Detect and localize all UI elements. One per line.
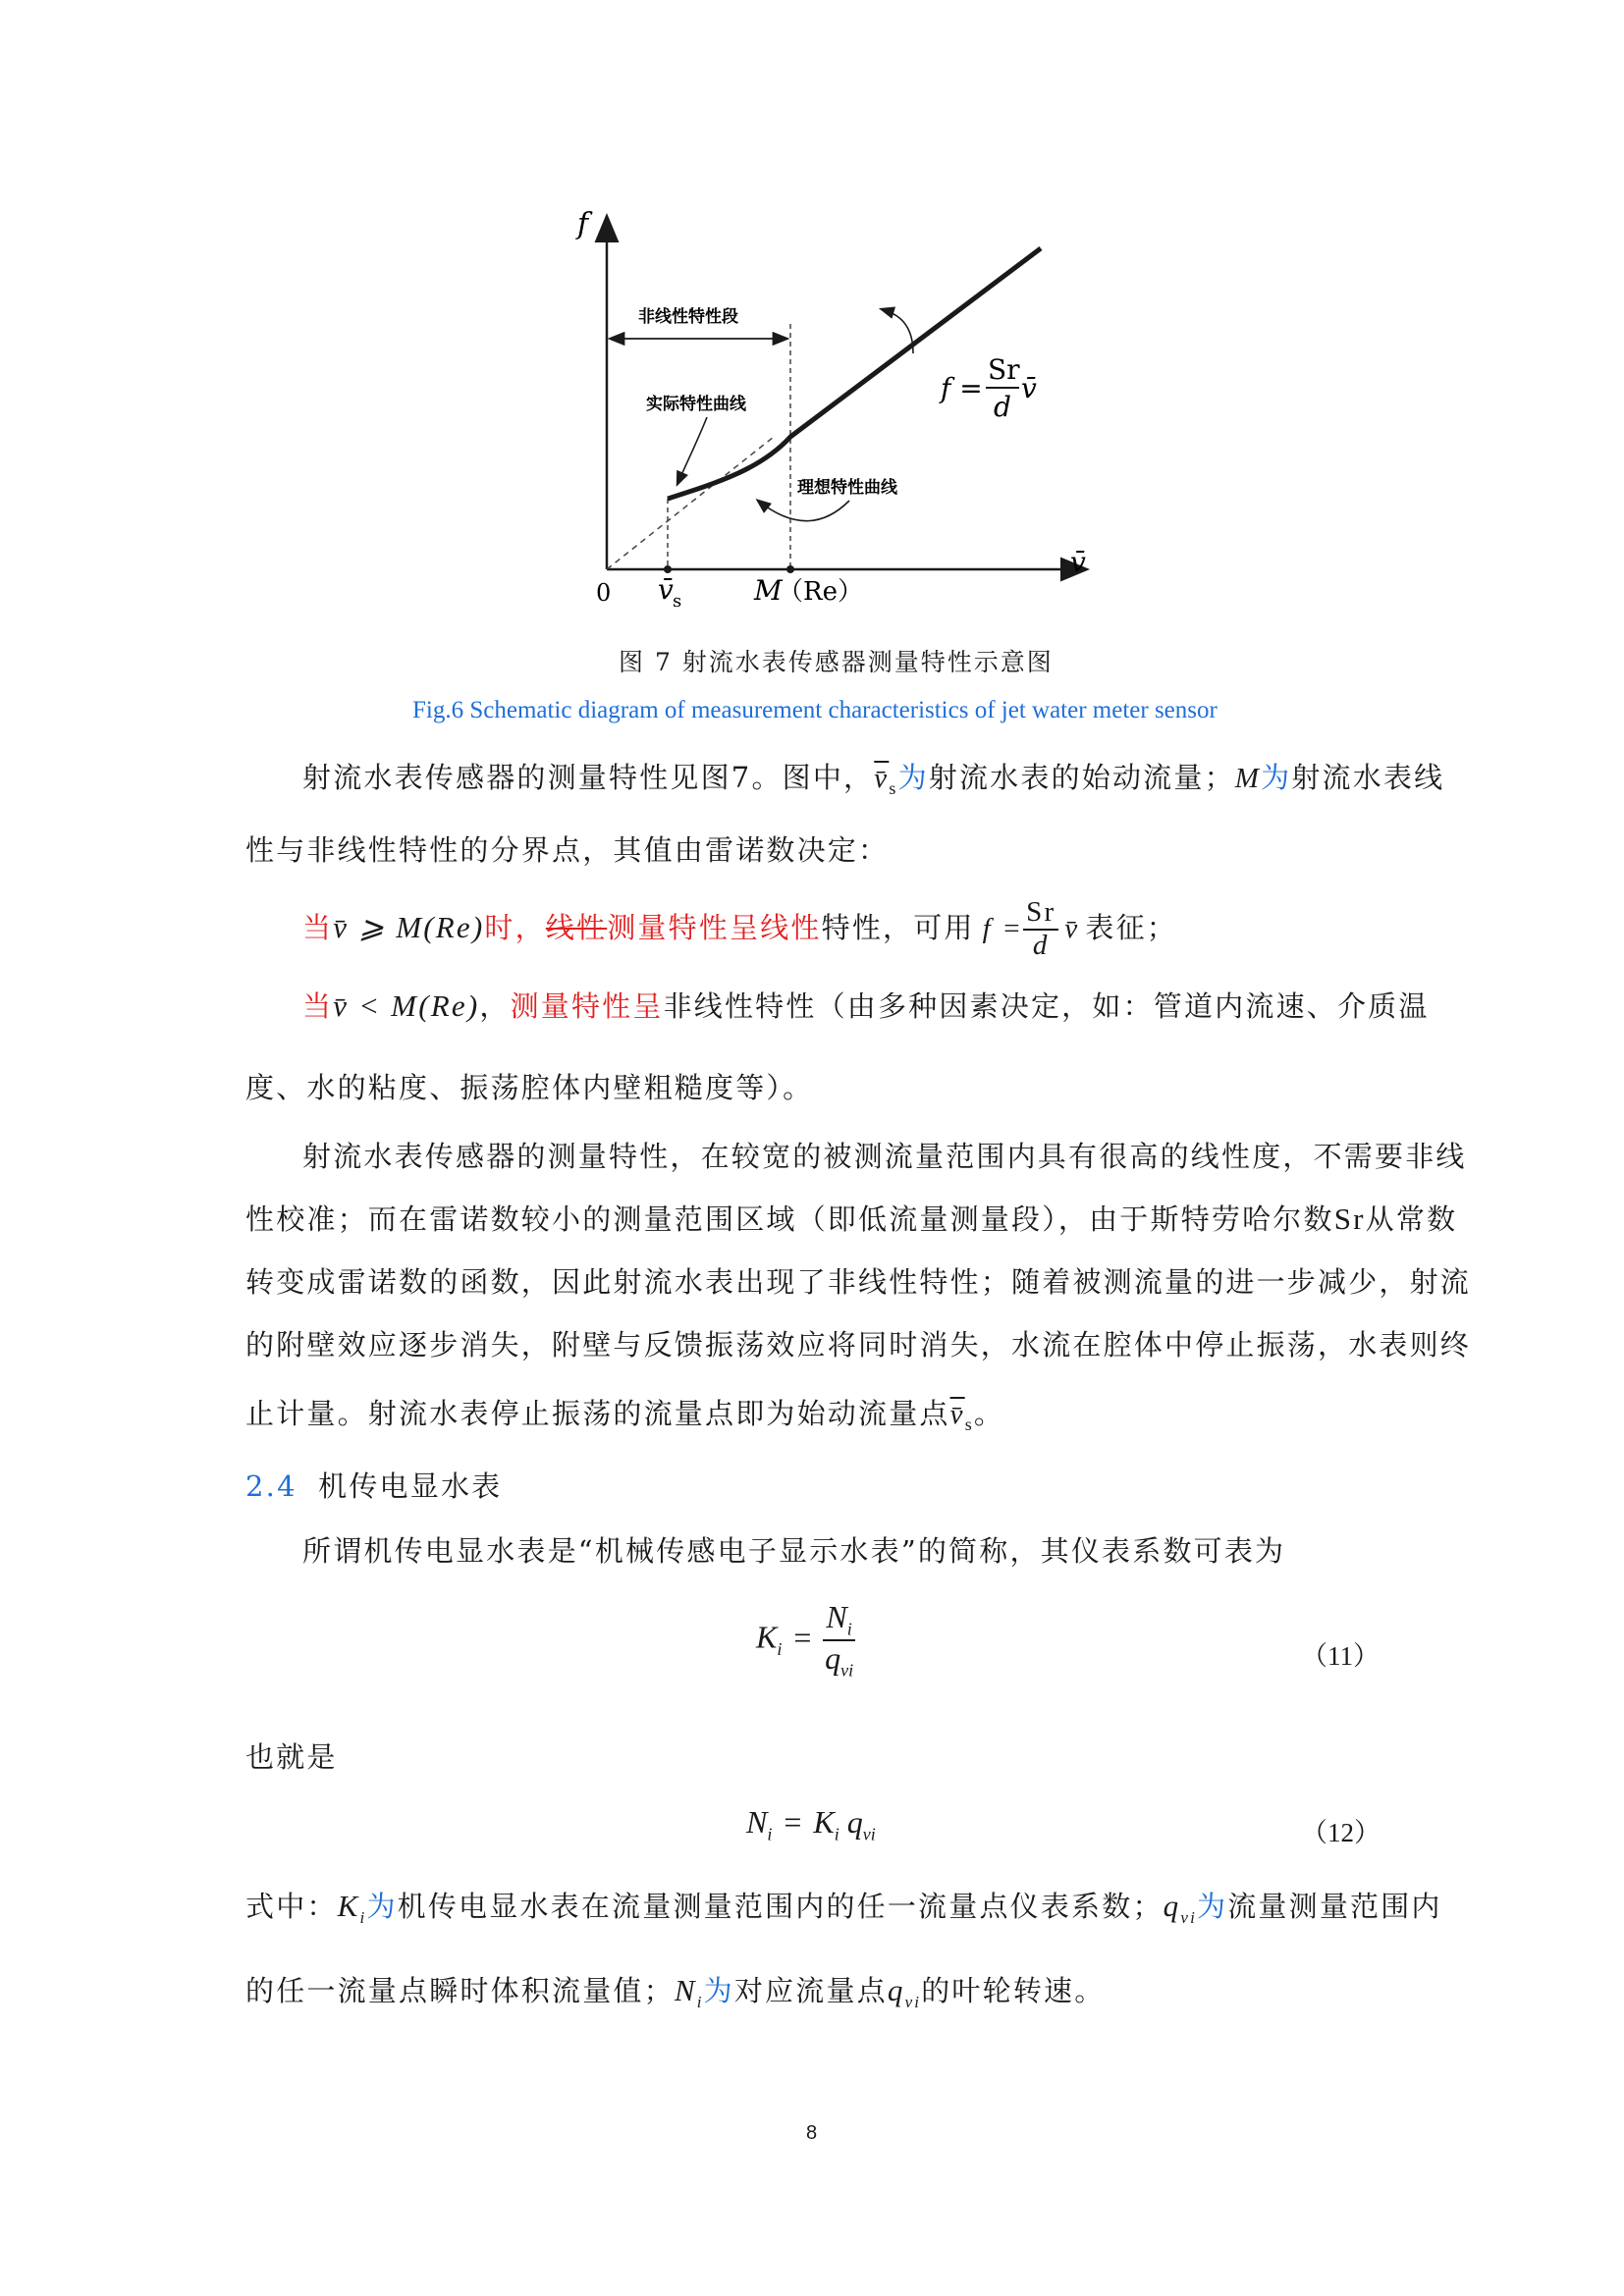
actual-curve-label: 实际特性曲线: [646, 395, 746, 414]
para2-line5: 止计量。射流水表停止振荡的流量点即为始动流量点$v̄_s$。: [245, 1397, 1005, 1434]
para4: 也就是: [245, 1740, 338, 1774]
y-axis-label: f: [577, 207, 589, 241]
m-label: M: [754, 574, 783, 607]
ideal-curve-pointer: [758, 501, 849, 521]
vs-point: [664, 565, 672, 573]
formula-v: v̄: [1021, 372, 1037, 404]
nonlinear-segment-label: 非线性特性段: [638, 307, 738, 327]
vs-sub: s: [673, 591, 682, 612]
figure-caption-en: Fig.6 Schematic diagram of measurement characteristics of jet water meter sensor: [412, 697, 1218, 723]
equation-11-number: （11）: [1301, 1641, 1380, 1671]
figure-caption-cn: 图 7 射流水表传感器测量特性示意图: [619, 648, 1054, 676]
cond1-fraction: $\frac{Sr}{d}$: [1023, 897, 1058, 962]
formula-f: f =: [941, 372, 983, 404]
equation-12: $N_i = K_i$ $q_{vi}$: [746, 1804, 876, 1844]
para3: 所谓机传电显水表是“机械传感电子显示水表”的简称，其仪表系数可表为: [302, 1534, 1286, 1568]
actual-curve-pointer: [677, 417, 707, 484]
condition2-line1: 当v̄ < M(Re)，测量特性呈非线性特性（由多种因素决定，如：管道内流速、介质温: [302, 988, 1430, 1023]
para2-line3: 转变成雷诺数的函数，因此射流水表出现了非线性特性；随着被测流量的进一步减少，射流: [245, 1265, 1472, 1299]
ideal-curve-label: 理想特性曲线: [797, 478, 897, 498]
para2-line2: 性校准；而在雷诺数较小的测量范围区域（即低流量测量段），由于斯特劳哈尔数Sr从常数: [245, 1201, 1458, 1236]
equation-12-number: （12）: [1301, 1818, 1380, 1847]
origin-label: 0: [596, 579, 612, 607]
actual-characteristic-curve: [668, 248, 1041, 499]
figure-measurement-characteristics: [550, 206, 1100, 618]
section-heading: 2.4 机传电显水表: [245, 1469, 503, 1503]
m-point: [786, 565, 794, 573]
formula-den: d: [994, 391, 1011, 423]
vs-label: v̄: [658, 573, 674, 606]
para2-line1: 射流水表传感器的测量特性，在较宽的被测流量范围内具有很高的线性度，不需要非线: [302, 1140, 1467, 1173]
formula-num: Sr: [988, 353, 1020, 386]
page-number: 8: [806, 2122, 818, 2144]
equation-11: $K_i$ = $\frac{N_i}{q_{vi}}$: [756, 1599, 854, 1681]
para5-line2: 的任一流量点瞬时体积流量值；$N_i$为对应流量点$q_{vi}$的叶轮转速。: [245, 1973, 1106, 2011]
para1-line2: 性与非线性特性的分界点，其值由雷诺数决定：: [245, 833, 890, 867]
m-re-label: （Re）: [778, 577, 863, 607]
condition1: 当v̄ ⩾ M(Re)时，线性测量特性呈线性特性，可用 f = $\frac{Sr}{d}$ v̄ 表征；: [302, 896, 1177, 961]
x-axis-label: v̄: [1070, 546, 1086, 578]
condition2-line2: 度、水的粘度、振荡腔体内壁粗糙度等）。: [245, 1071, 814, 1104]
para2-line4: 的附壁效应逐步消失，附壁与反馈振荡效应将同时消失，水流在腔体中停止振荡，水表则终: [245, 1328, 1472, 1362]
para1-line1: 射流水表传感器的测量特性见图7。图中，$v̄_s$为射流水表的始动流量；M为射流水表线: [302, 761, 1445, 798]
para5-line1: 式中：$K_i$为机传电显水表在流量测量范围内的任一流量点仪表系数；$q_{vi}$为流量测量范围内: [245, 1889, 1442, 1927]
